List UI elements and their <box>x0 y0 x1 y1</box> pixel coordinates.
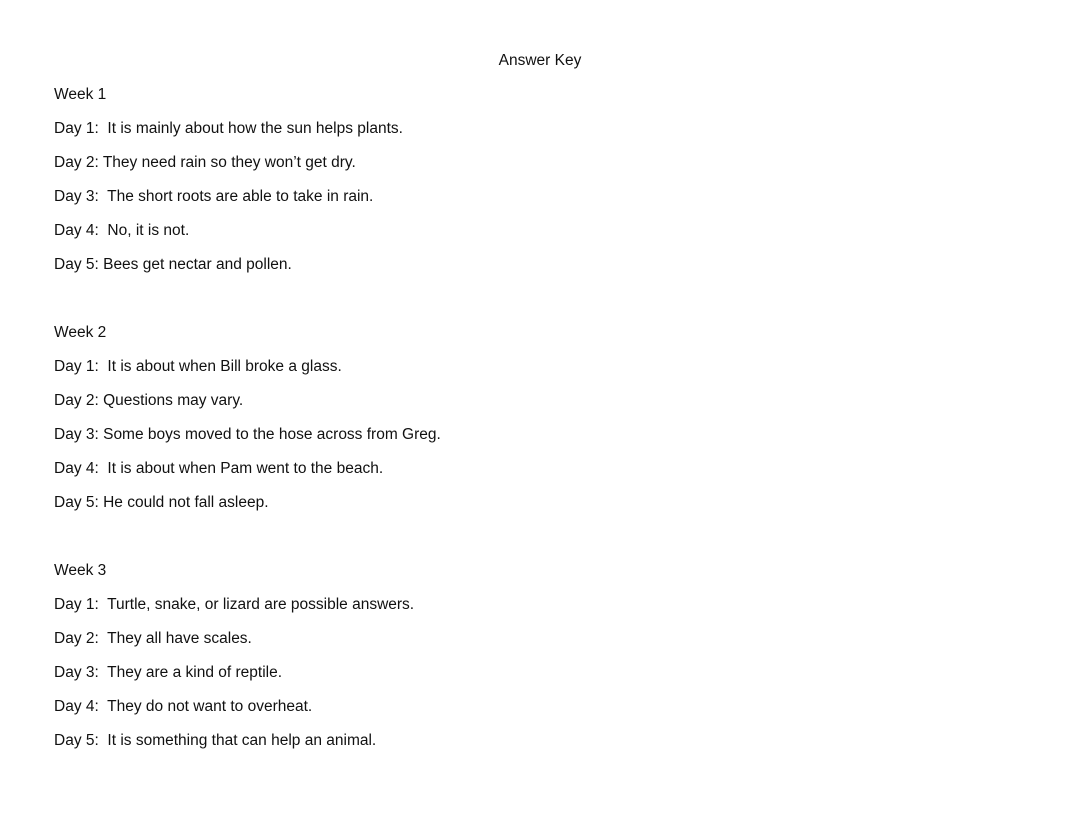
answer-list <box>54 85 1034 765</box>
answer-line: Day 2: Questions may vary. <box>54 392 244 409</box>
week-heading: Week 1 <box>54 86 107 103</box>
spacer <box>54 527 1034 561</box>
answer-line: Day 2: They all have scales. <box>54 630 252 647</box>
answer-line: Day 4: No, it is not. <box>54 222 190 239</box>
answer-line: Day 4: They do not want to overheat. <box>54 698 313 715</box>
answer-line: Day 3: The short roots are able to take in rain. <box>54 188 374 205</box>
answer-line: Day 5: He could not fall asleep. <box>54 494 269 511</box>
answer-line: Day 3: They are a kind of reptile. <box>54 664 283 681</box>
answer-line: Day 1: It is about when Bill broke a glass. <box>54 358 342 375</box>
week-heading: Week 3 <box>54 562 107 579</box>
answer-line: Day 1: Turtle, snake, or lizard are possible answers. <box>54 596 415 613</box>
page-title: Answer Key <box>498 52 582 69</box>
spacer <box>54 289 1034 323</box>
answer-line: Day 5: It is something that can help an animal. <box>54 732 377 749</box>
answer-line: Day 1: It is mainly about how the sun helps plants. <box>54 120 403 137</box>
answer-line: Day 4: It is about when Pam went to the beach. <box>54 460 384 477</box>
answer-line: Day 2: They need rain so they won’t get dry. <box>54 154 356 171</box>
answer-line: Day 3: Some boys moved to the hose across from Greg. <box>54 426 441 443</box>
answer-line: Day 5: Bees get nectar and pollen. <box>54 256 292 273</box>
week-heading: Week 2 <box>54 324 107 341</box>
